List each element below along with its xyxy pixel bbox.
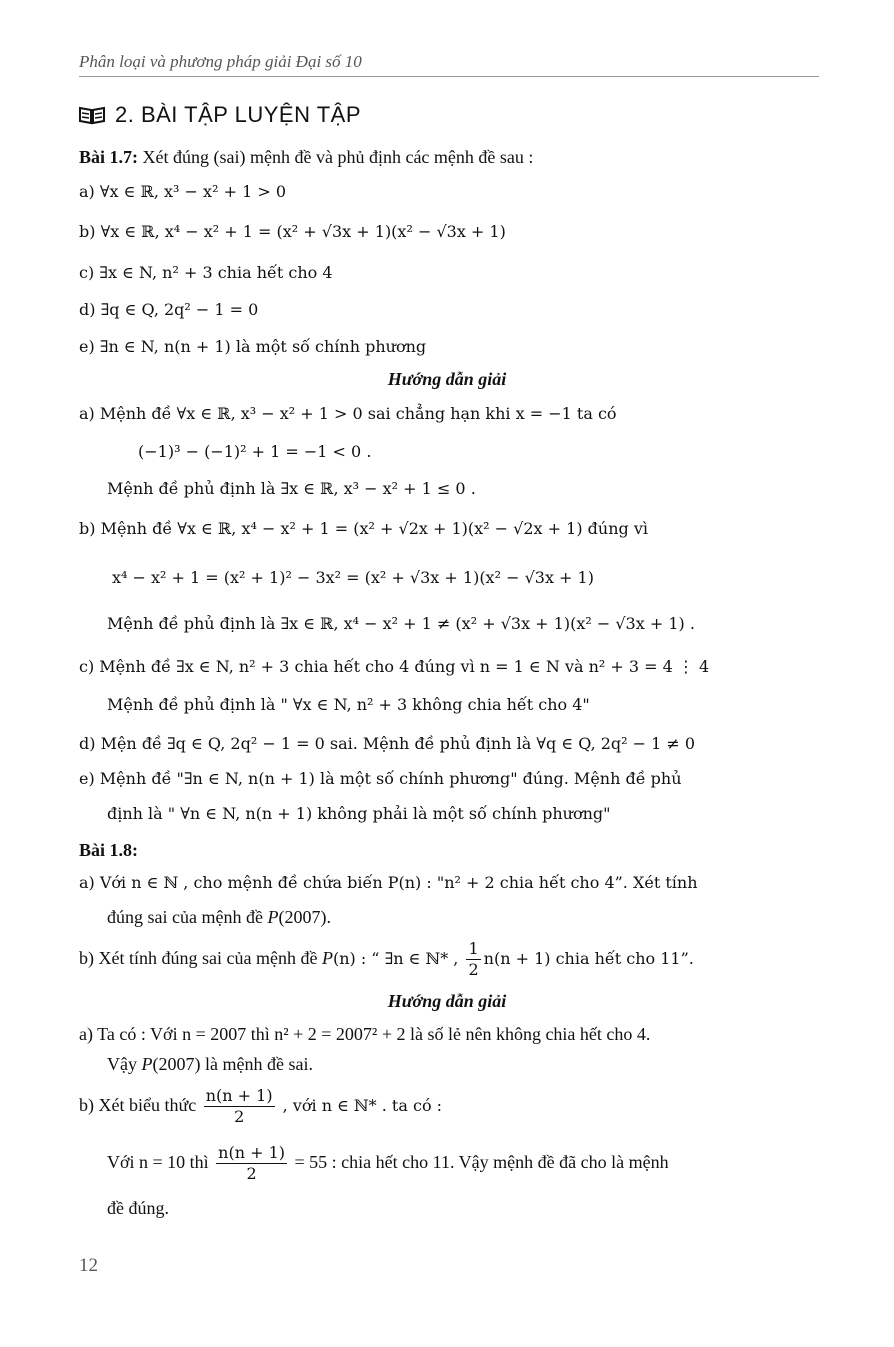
text-run: , với n ∈ ℕ* . ta có :: [277, 1096, 443, 1115]
solution-1-7-c-line1: c) Mệnh đề ∃x ∈ N, n² + 3 chia hết cho 4 đúng vì n = 1 ∈ N và n² + 3 = 4 ⋮ 4: [79, 657, 710, 676]
solution-1-7-a-line1: a) Mệnh đề ∀x ∈ ℝ, x³ − x² + 1 > 0 sai chẳng hạn khi x = −1 ta có: [79, 404, 617, 423]
fraction: [204, 1086, 275, 1127]
solution-heading: Hướng dẫn giải: [387, 369, 507, 389]
solution-heading-2: Hướng dẫn giải: [387, 991, 507, 1011]
fraction-numerator: 1: [468, 939, 479, 959]
solution-1-7-a-line2: (−1)³ − (−1)² + 1 = −1 < 0 .: [138, 442, 372, 461]
text-run: P: [321, 948, 333, 968]
fraction: [466, 939, 480, 980]
text-run: Với n = 10 thì: [107, 1152, 214, 1172]
text-run: P: [141, 1054, 153, 1074]
page-number: 12: [79, 1255, 98, 1276]
fraction-numerator: n(n + 1): [205, 1086, 273, 1106]
section-title: 2. BÀI TẬP LUYỆN TẬP: [115, 102, 361, 127]
fraction: [216, 1143, 287, 1184]
fraction-denominator: 2: [234, 1107, 245, 1127]
exercise-1-7-b: b) ∀x ∈ ℝ, x⁴ − x² + 1 = (x² + √3x + 1)(x² − √3x + 1): [79, 222, 506, 241]
exercise-1-7-a: a) ∀x ∈ ℝ, x³ − x² + 1 > 0: [79, 182, 286, 201]
exercise-prompt: Xét đúng (sai) mệnh đề và phủ định các mệnh đề sau :: [138, 147, 534, 167]
solution-1-8-a-line1: a) Ta có : Với n = 2007 thì n² + 2 = 2007² + 2 là số lẻ nên không chia hết cho 4.: [79, 1024, 651, 1044]
open-book-icon: [79, 105, 105, 125]
text-run: (2007) là mệnh đề sai.: [152, 1054, 313, 1074]
text-run: đúng sai của mệnh đề: [107, 907, 268, 927]
exercise-1-8-b: [79, 936, 694, 981]
solution-1-7-a-line3: Mệnh đề phủ định là ∃x ∈ ℝ, x³ − x² + 1 ≤ 0 .: [107, 479, 476, 498]
text-run: n(n + 1) chia hết cho 11”.: [483, 949, 694, 968]
solution-1-7-d-line1: d) Mện đề ∃q ∈ Q, 2q² − 1 = 0 sai. Mệnh đề phủ định là ∀q ∈ Q, 2q² − 1 ≠ 0: [79, 734, 696, 753]
fraction-denominator: 2: [246, 1164, 257, 1184]
solution-1-7-b-line2: x⁴ − x² + 1 = (x² + 1)² − 3x² = (x² + √3x + 1)(x² − √3x + 1): [112, 568, 594, 587]
header-divider: [79, 76, 819, 77]
text-run: Vậy: [107, 1054, 142, 1074]
solution-1-8-b-line1: [79, 1083, 442, 1128]
fraction-numerator: n(n + 1): [218, 1143, 286, 1163]
solution-1-7-b-line3: Mệnh đề phủ định là ∃x ∈ ℝ, x⁴ − x² + 1 ≠ (x² + √3x + 1)(x² − √3x + 1) .: [107, 614, 695, 633]
text-run: (2007).: [278, 907, 331, 927]
solution-1-7-b-line1: b) Mệnh đề ∀x ∈ ℝ, x⁴ − x² + 1 = (x² + √2x + 1)(x² − √2x + 1) đúng vì: [79, 519, 648, 538]
solution-1-7-e-line1: e) Mệnh đề "∃n ∈ N, n(n + 1) là một số chính phương" đúng. Mệnh đề phủ: [79, 769, 682, 788]
solution-1-7-c-line2: Mệnh đề phủ định là " ∀x ∈ N, n² + 3 không chia hết cho 4": [107, 695, 590, 714]
solution-1-8-b-line3: đề đúng.: [107, 1198, 169, 1218]
text-run: P: [267, 907, 279, 927]
solution-1-7-e-line2: định là " ∀n ∈ N, n(n + 1) không phải là một số chính phương": [107, 804, 611, 823]
fraction-denominator: 2: [468, 960, 479, 980]
exercise-label: Bài 1.7:: [79, 147, 139, 167]
exercise-1-7-prompt: [79, 145, 533, 169]
exercise-1-7-d: d) ∃q ∈ Q, 2q² − 1 = 0: [79, 300, 259, 319]
text-run: (n) : “ ∃n ∈ ℕ* ,: [332, 949, 464, 968]
text-run: = 55 : chia hết cho 11. Vậy mệnh đề đã cho là mệnh: [290, 1152, 669, 1172]
solution-1-8-a-line2: [107, 1052, 313, 1076]
exercise-1-8-label: Bài 1.8:: [79, 840, 139, 860]
text-run: b) Xét biểu thức: [79, 1095, 201, 1115]
exercise-1-7-c: c) ∃x ∈ N, n² + 3 chia hết cho 4: [79, 263, 333, 282]
solution-1-8-b-line2: [107, 1140, 669, 1184]
exercise-1-8-a-line2: [107, 905, 331, 929]
text-run: b) Xét tính đúng sai của mệnh đề: [79, 948, 322, 968]
exercise-1-8-a-line1: a) Với n ∈ ℕ , cho mệnh đề chứa biến P(n) : "n² + 2 chia hết cho 4”. Xét tính: [79, 873, 698, 892]
exercise-1-7-e: e) ∃n ∈ N, n(n + 1) là một số chính phương: [79, 337, 427, 356]
section-heading: [79, 102, 361, 128]
running-header: Phân loại và phương pháp giải Đại số 10: [79, 52, 362, 71]
